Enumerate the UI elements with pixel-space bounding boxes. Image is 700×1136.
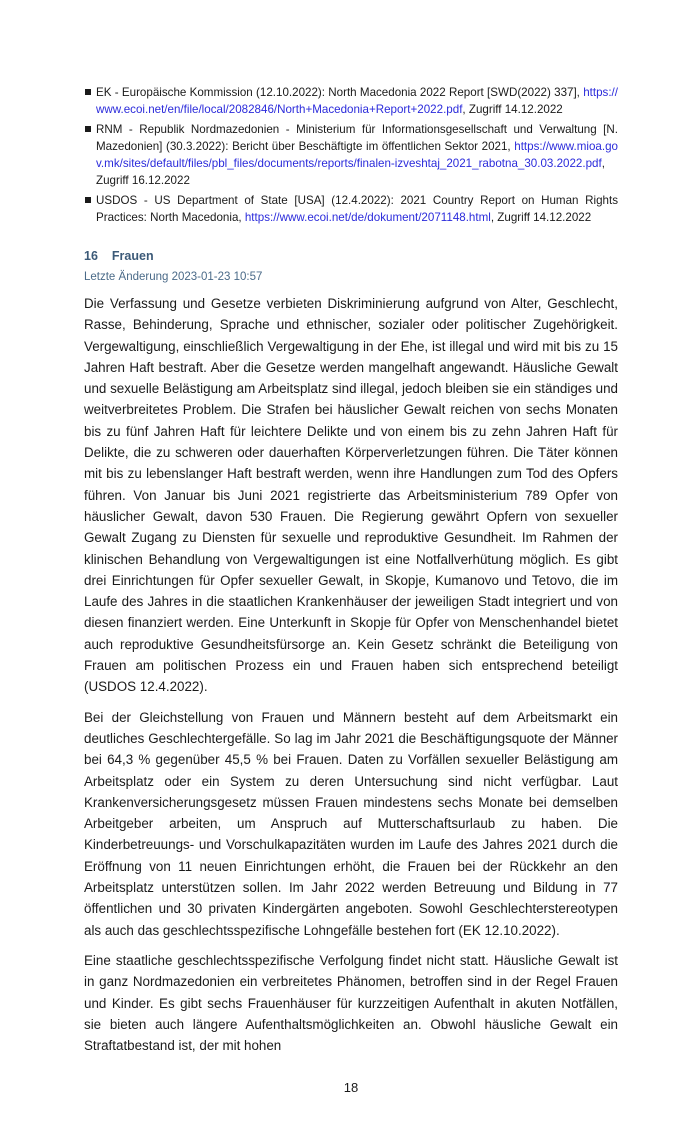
reference-list bbox=[84, 84, 618, 226]
reference-link[interactable]: https://www.ecoi.net/en/file/local/2082846/North+Macedonia+Report+2022.pdf bbox=[96, 86, 618, 116]
page-number: 18 bbox=[343, 1080, 359, 1096]
reference-link[interactable]: https://www.ecoi.net/de/dokument/2071148.html bbox=[244, 211, 491, 224]
last-change: Letzte Änderung 2023-01-23 10:57 bbox=[84, 271, 263, 283]
reference-link[interactable]: https://www.mioa.gov.mk/sites/default/files/pbl_files/documents/reports/finalen-izveshtaj_2021_rabotna_30.03.2022.pdf bbox=[96, 140, 618, 170]
reference-item: RNM - Republik Nordmazedonien - Ministerium für Informationsgesellschaft und Verwaltung [N. Mazedonien] (30.3.2022): Bericht über Beschäftigte im öffentlichen Sektor 2021, https://www.mioa.gov.mk/sites/default/files/pbl_files/documents/reports/finalen-izveshtaj_2021_rabotna_30.03.2022.pdf, Zugriff 16.12.2022 bbox=[84, 121, 618, 189]
reference-item: USDOS - US Department of State [USA] (12.4.2022): 2021 Country Report on Human Rights Practices: North Macedonia, https://www.ecoi.net/de/dokument/2071148.html, Zugriff 14.12.2022 bbox=[84, 192, 618, 226]
section-body bbox=[84, 293, 618, 1056]
paragraph: Eine staatliche geschlechtsspezifische Verfolgung findet nicht statt. Häusliche Gewalt ist in ganz Nordmazedonien ein verbreitetes Phänomen, betroffen sind in der Regel Frauen und Kinder. Es gibt sechs Frauenhäuser für kurzzeitigen Aufenthalt in akuten Notfällen, sie bieten auch längere Aufenthaltsmöglichkeiten an. Obwohl häusliche Gewalt ein Straftatbestand ist, der mit hohen bbox=[84, 952, 618, 1054]
paragraph: Bei der Gleichstellung von Frauen und Männern besteht auf dem Arbeitsmarkt ein deutliches Geschlechtergefälle. So lag im Jahr 2021 die Beschäftigungsquote der Männer bei 64,3 % gegenüber 45,5 % bei Frauen. Daten zu Vorfällen sexueller Belästigung am Arbeitsplatz oder ein System zu deren Untersuchung sind nicht verfügbar. Laut Krankenversicherungsgesetz müssen Frauen mindestens sechs Monate bei demselben Arbeitgeber arbeiten, um Anspruch auf Mutterschaftsurlaub zu haben. Die Kinderbetreuungs- und Vorschulkapazitäten wurden im Laufe des Jahres 2021 durch die Eröffnung von 11 neuen Einrichtungen erhöht, die Frauen bei der Rückkehr an den Arbeitsplatz unterstützen sollen. Im Jahr 2022 werden Betreuung und Bildung in 77 öffentlichen und 30 privaten Kindergärten angeboten. Sowohl Geschlechterstereotypen als auch das geschlechtsspezifische Lohngefälle bestehen fort (EK 12.10.2022). bbox=[84, 709, 618, 938]
section-number: 16 bbox=[84, 249, 98, 263]
section-heading bbox=[84, 248, 618, 264]
paragraph: Die Verfassung und Gesetze verbieten Diskriminierung aufgrund von Alter, Geschlecht, Rasse, Behinderung, Sprache und ethnischer, sozialer oder politischer Zugehörigkeit. Vergewaltigung, einschließlich Vergewaltigung in der Ehe, ist illegal und wird mit bis zu 15 Jahren Haft bestraft. Aber die Gesetze werden mangelhaft angewandt. Häusliche Gewalt und sexuelle Belästigung am Arbeitsplatz sind illegal, jedoch bleiben sie ein ständiges und weitverbreitetes Problem. Die Strafen bei häuslicher Gewalt reichen von sechs Monaten bis zu fünf Jahren Haft für leichtere Delikte und von einem bis zu zehn Jahren Haft für Delikte, die zu schweren oder dauerhaften Körperverletzungen führen. Die Täter können mit bis zu lebenslanger Haft bestraft werden, wenn ihre Handlungen zum Tod des Opfers führen. Von Januar bis Juni 2021 registrierte das Arbeitsministerium 789 Opfer von häuslicher Gewalt, davon 530 Frauen. Die Regierung gewährt Opfern von sexueller Gewalt Zugang zu Diensten für sexuelle und reproduktive Gesundheit. Im Rahmen der klinischen Behandlung von Vergewaltigungen ist eine Notfallverhütung möglich. Es gibt drei Einrichtungen für Opfer sexueller Gewalt, in Skopje, Kumanovo und Tetovo, die im Laufe des Jahres in die staatlichen Krankenhäuser der jeweiligen Stadt integriert und von diesen finanziert werden. Eine Unterkunft in Skopje für Opfer von Menschenhandel bietet auch reproduktive Gesundheitsfürsorge an. Kein Gesetz schränkt die Beteiligung von Frauen am politischen Prozess ein und Frauen haben sich entsprechend beteiligt (USDOS 12.4.2022). bbox=[84, 296, 618, 695]
reference-item: EK - Europäische Kommission (12.10.2022): North Macedonia 2022 Report [SWD(2022) 337], https://www.ecoi.net/en/file/local/2082846/North+Macedonia+Report+2022.pdf, Zugriff 14.12.2022 bbox=[84, 84, 618, 118]
section-title: Frauen bbox=[111, 249, 154, 263]
